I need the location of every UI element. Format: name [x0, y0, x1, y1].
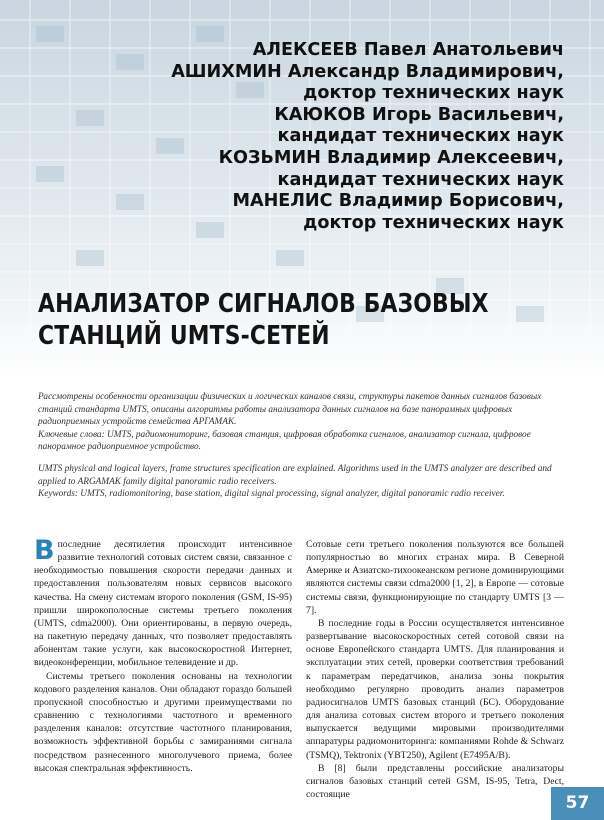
- article-title: [38, 288, 489, 352]
- author-line: доктор технических наук: [303, 212, 564, 233]
- abstract-russian: [38, 391, 566, 454]
- page-number: 57: [551, 787, 604, 820]
- author-line: КАЮКОВ Игорь Васильевич,: [274, 104, 564, 125]
- author-line: АШИХМИН Александр Владимирович,: [171, 61, 564, 82]
- title-line-1: АНАЛИЗАТОР СИГНАЛОВ БАЗОВЫХ: [38, 289, 489, 319]
- author-line: МАНЕЛИС Владимир Борисович,: [232, 191, 564, 212]
- author-line: АЛЕКСЕЕВ Павел Анатольевич: [252, 40, 564, 60]
- abstract-english: [38, 463, 566, 501]
- body-paragraph: В последние годы в России осуществляется интенсивное развертывание высокоскоростных сетей сотовой связи на основе Европейского стандарта UMTS. Для планирования и эксплуатации этих сетей, проверки соответствия требований к параметрам передатчиков, анализа зоны покрытия необходимо регулярно проводить анализ параметров радиосигналов UMTS базовых станций (БС). Оборудование для анализа сотовых систем второго и третьего поколения выпускается ведущими мировыми производителями аппаратуры радиомониторинга: компаниями Rohde & Schwarz (TSMQ), Tektronix (YBT250), Agilent (E7495A/B).: [306, 617, 564, 761]
- body-paragraph: Сотовые сети третьего поколения пользуются все большей популярностью во многих странах мира. В Северной Америке и Азиатско-тихоокеанском регионе доминирующими являются системы связи cdma2000 [1, 2], в Европе — сотовые системы связи, функционирующие по стандарту UMTS [3 — 7].: [306, 539, 564, 616]
- author-line: КОЗЬМИН Владимир Алексеевич,: [218, 147, 564, 168]
- drop-cap: В: [34, 535, 55, 566]
- abstract-en-keywords: Keywords: UMTS, radiomonitoring, base station, digital signal processing, signal analyzer, digital panoramic radio receiver.: [38, 489, 505, 500]
- abstract-en-text: UMTS physical and logical layers, frame structures specification are explained. Algorithms used in the UMTS analyzer are described and applied to ARGAMAK family digital panoramic radio receivers.: [38, 464, 552, 487]
- abstract-ru-keywords: Ключевые слова: UMTS, радиомониторинг, базовая станция, цифровая обработка сигналов, анализатор сигнала, цифровое панорамное радиоприемное устройство.: [38, 429, 531, 453]
- body-paragraph: Системы третьего поколения основаны на технологии кодового разделения каналов. Они обладают гораздо большей пропускной способностью и другими преимуществами по сравнению с технологиями частотного и временного разделения каналов: отсутствие частотного планирования, возможность эффективной борьбы с замираниями сигнала посредством разнесенного многолучевого приема, более высокая спектральная эффективность.: [34, 670, 292, 774]
- body-column-right: [306, 538, 564, 801]
- author-line: кандидат технических наук: [277, 126, 564, 147]
- body-column-left: [34, 535, 292, 775]
- title-line-2: СТАНЦИЙ UMTS-СЕТЕЙ: [38, 321, 330, 351]
- author-list: [171, 40, 564, 234]
- author-line: доктор технических наук: [303, 83, 564, 104]
- paragraph-text: последние десятилетия происходит интенсивное развитие технологий сотовых систем связи, связанное с необходимостью повышения скорости передачи данных и предоставления пользователям новых сервисов высокого качества. На смену системам второго поколения (GSM, IS-95) пришли широкополосные системы третьего поколения (UMTS, cdma2000). Они ориентированы, в первую очередь, на пакетную передачу данных, что позволяет предоставлять абонентам такие услуги, как высокоскоростной Интернет, видеоконференции, мобильное телевидение и др.: [34, 539, 292, 669]
- body-paragraph: В [8] были представлены российские анализаторы сигналов базовых станций сетей GSM, IS-95, Tetra, Dect, состоящие: [306, 762, 564, 800]
- author-line: кандидат технических наук: [277, 169, 564, 190]
- body-paragraph: [34, 535, 292, 670]
- abstract-ru-text: Рассмотрены особенности организации физических и логических каналов связи, структуры пакетов данных сигналов базовых станций стандарта UMTS, описаны алгоритмы работы анализатора данных сигналов на базе панорамных цифровых радиоприемных устройств семейства АРГАМАК.: [38, 392, 542, 428]
